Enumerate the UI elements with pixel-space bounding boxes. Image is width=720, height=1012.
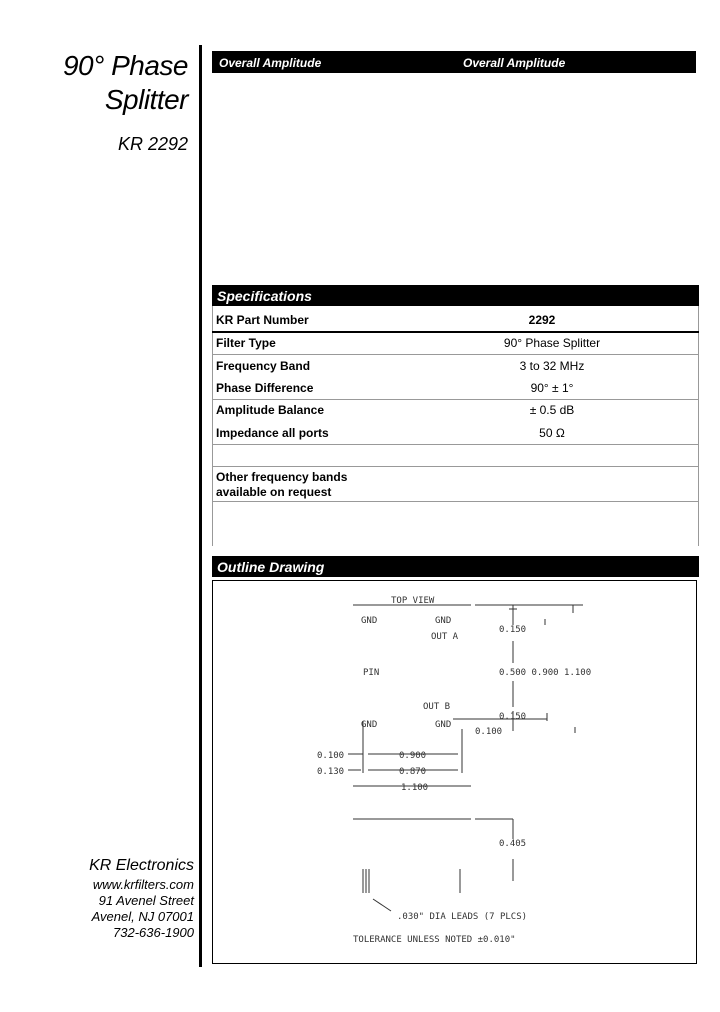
spec-value: 3 to 32 MHz <box>519 359 585 373</box>
label-pin-in: PIN <box>363 668 380 678</box>
outline-title: Outline Drawing <box>217 559 325 575</box>
label-dim-0150-top: 0.150 <box>499 625 527 635</box>
spec-label: Impedance all ports <box>216 426 329 440</box>
outline-header <box>212 556 699 577</box>
spec-value: 90° ± 1° <box>530 381 574 395</box>
table-rule <box>212 466 699 467</box>
table-rule <box>212 331 699 333</box>
spec-label: Frequency Band <box>216 359 311 373</box>
label-dim-0100-right: 0.100 <box>475 727 503 737</box>
spec-label: Amplitude Balance <box>216 403 325 417</box>
title-line-2: Splitter <box>104 84 188 115</box>
label-dim-0900: 0.900 <box>399 751 427 761</box>
note-line-1: Other frequency bands <box>216 470 348 484</box>
specifications-title: Specifications <box>217 288 312 304</box>
label-dim-0405: 0.405 <box>499 839 527 849</box>
spec-value: 50 Ω <box>539 426 565 440</box>
table-rule <box>212 501 699 502</box>
label-dim-0150-bottom: 0.150 <box>499 712 527 722</box>
company-website[interactable]: www.krfilters.com <box>92 877 194 892</box>
table-rule <box>212 354 699 355</box>
note-line-2: available on request <box>216 485 332 499</box>
outline-frame <box>212 580 697 964</box>
table-border-left <box>212 306 213 546</box>
outline-drawing <box>213 581 697 965</box>
vertical-divider <box>199 45 202 967</box>
table-border-right <box>698 306 699 546</box>
label-gnd-right-bottom: GND <box>435 720 452 730</box>
amplitude-left-label: Overall Amplitude <box>219 56 322 70</box>
table-rule <box>212 399 699 400</box>
specifications-header <box>212 285 699 306</box>
label-leads-note: .030" DIA LEADS (7 PLCS) <box>397 912 528 922</box>
label-gnd-right-top: GND <box>435 616 452 626</box>
label-dim-0100-left: 0.100 <box>317 751 345 761</box>
spec-value: ± 0.5 dB <box>529 403 575 417</box>
label-out-b: OUT B <box>423 702 451 712</box>
label-tolerance-note: TOLERANCE UNLESS NOTED ±0.010" <box>353 935 516 945</box>
company-phone: 732-636-1900 <box>113 925 194 940</box>
label-out-a: OUT A <box>431 632 459 642</box>
company-name: KR Electronics <box>89 857 194 874</box>
part-number-label: KR Part Number <box>216 313 309 327</box>
spec-label: Phase Difference <box>216 381 314 395</box>
label-gnd-left-bottom: GND <box>361 720 378 730</box>
amplitude-bar <box>212 51 696 73</box>
amplitude-right-label: Overall Amplitude <box>463 56 566 70</box>
spec-label: Filter Type <box>216 336 276 350</box>
part-number-value: 2292 <box>528 313 556 327</box>
label-dim-1100: 1.100 <box>401 783 429 793</box>
label-gnd-left-top: GND <box>361 616 378 626</box>
spec-value: 90° Phase Splitter <box>503 336 601 350</box>
label-dim-0500: 0.500 0.900 1.100 <box>499 668 592 678</box>
table-rule <box>212 444 699 445</box>
part-code: KR 2292 <box>117 134 188 154</box>
label-top-view: TOP VIEW <box>391 596 435 606</box>
company-city: Avenel, NJ 07001 <box>91 909 194 924</box>
label-dim-0130: 0.130 <box>317 767 345 777</box>
company-street: 91 Avenel Street <box>98 893 194 908</box>
title-line-1: 90° Phase <box>62 50 188 81</box>
label-dim-0870: 0.870 <box>399 767 427 777</box>
